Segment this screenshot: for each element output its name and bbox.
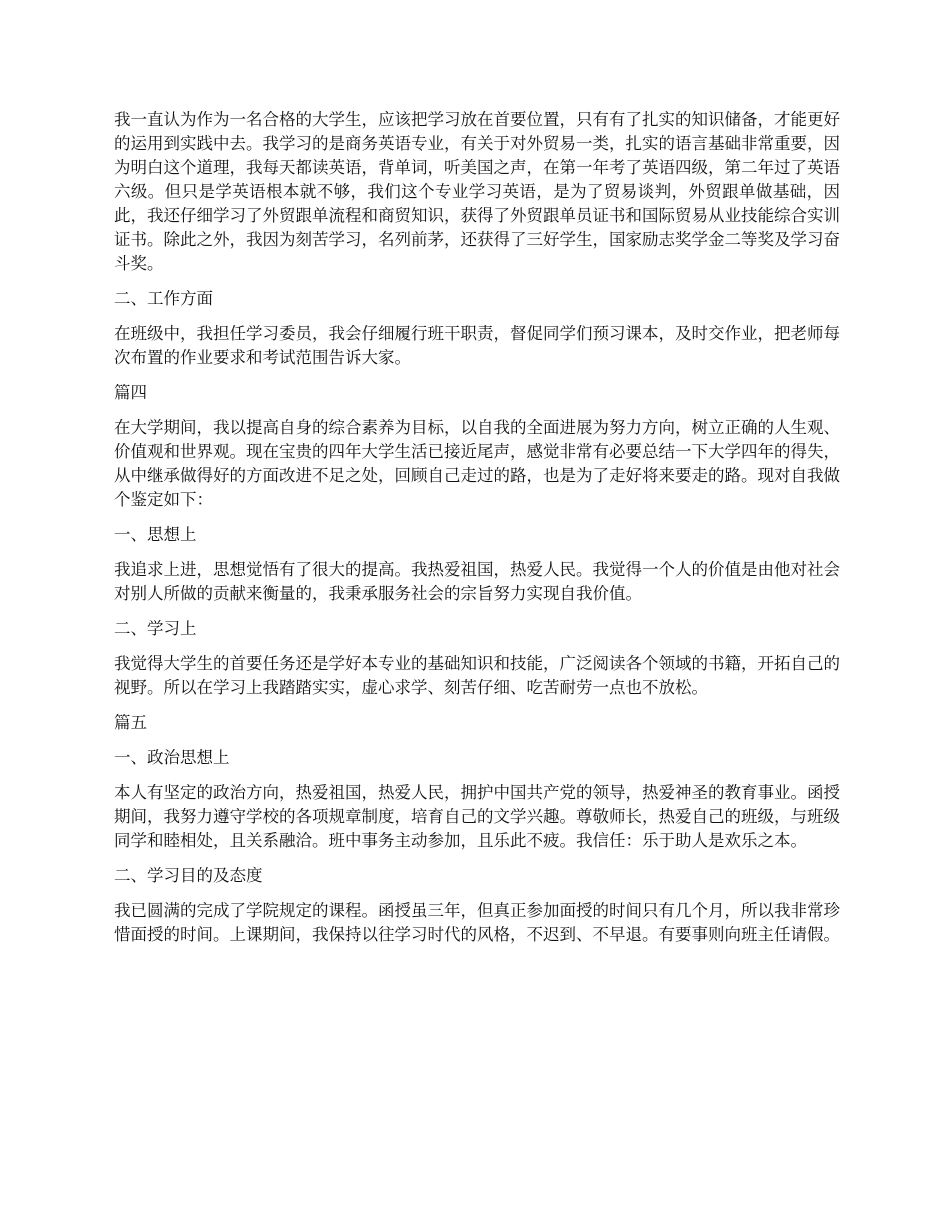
section-heading: 二、工作方面 [114,289,213,308]
section-heading: 二、学习目的及态度 [114,866,263,885]
section-heading: 一、政治思想上 [114,748,230,767]
paragraph: 本人有坚定的政治方向，热爱祖国，热爱人民，拥护中国共产党的领导，热爱神圣的教育事业。函授期间，我努力遵守学校的各项规章制度，培育自己的文学兴趣。尊敬师长，热爱自己的班级，与班级同学和睦相处，且关系融洽。班中事务主动参加，且乐此不疲。我信任：乐于助人是欢乐之本。 [114,783,840,850]
paragraph: 在大学期间，我以提高自身的综合素养为目标，以自我的全面进展为努力方向，树立正确的人生观、价值观和世界观。现在宝贵的四年大学生活已接近尾声，感觉非常有必要总结一下大学四年的得失，从中继承做得好的方面改进不足之处，回顾自己走过的路，也是为了走好将来要走的路。现对自我做个鉴定如下： [114,418,840,509]
paragraph: 我一直认为作为一名合格的大学生，应该把学习放在首要位置，只有有了扎实的知识储备，才能更好的运用到实践中去。我学习的是商务英语专业，有关于对外贸易一类，扎实的语言基础非常重要，因为明白这个道理，我每天都读英语，背单词，听美国之声，在第一年考了英语四级，第二年过了英语六级。但只是学英语根本就不够，我们这个专业学习英语，是为了贸易谈判，外贸跟单做基础，因此，我还仔细学习了外贸跟单流程和商贸知识，获得了外贸跟单员证书和国际贸易从业技能综合实训证书。除此之外，我因为刻苦学习，名列前茅，还获得了三好学生，国家励志奖学金二等奖及学习奋斗奖。 [114,110,840,273]
section-heading: 篇五 [114,713,147,732]
section-heading: 篇四 [114,383,147,402]
paragraph: 在班级中，我担任学习委员，我会仔细履行班干职责，督促同学们预习课本，及时交作业，把老师每次布置的作业要求和考试范围告诉大家。 [114,324,840,367]
section-heading: 二、学习上 [114,619,197,638]
paragraph: 我已圆满的完成了学院规定的课程。函授虽三年，但真正参加面授的时间只有几个月，所以我非常珍惜面授的时间。上课期间，我保持以往学习时代的风格，不迟到、不早退。有要事则向班主任请假。 [114,901,840,944]
section-heading: 一、思想上 [114,525,197,544]
paragraph: 我觉得大学生的首要任务还是学好本专业的基础知识和技能，广泛阅读各个领域的书籍，开拓自己的视野。所以在学习上我踏踏实实，虚心求学、刻苦仔细、吃苦耐劳一点也不放松。 [114,654,840,697]
document-body [114,108,840,958]
paragraph: 我追求上进，思想觉悟有了很大的提高。我热爱祖国，热爱人民。我觉得一个人的价值是由他对社会对别人所做的贡献来衡量的，我秉承服务社会的宗旨努力实现自我价值。 [114,560,840,603]
